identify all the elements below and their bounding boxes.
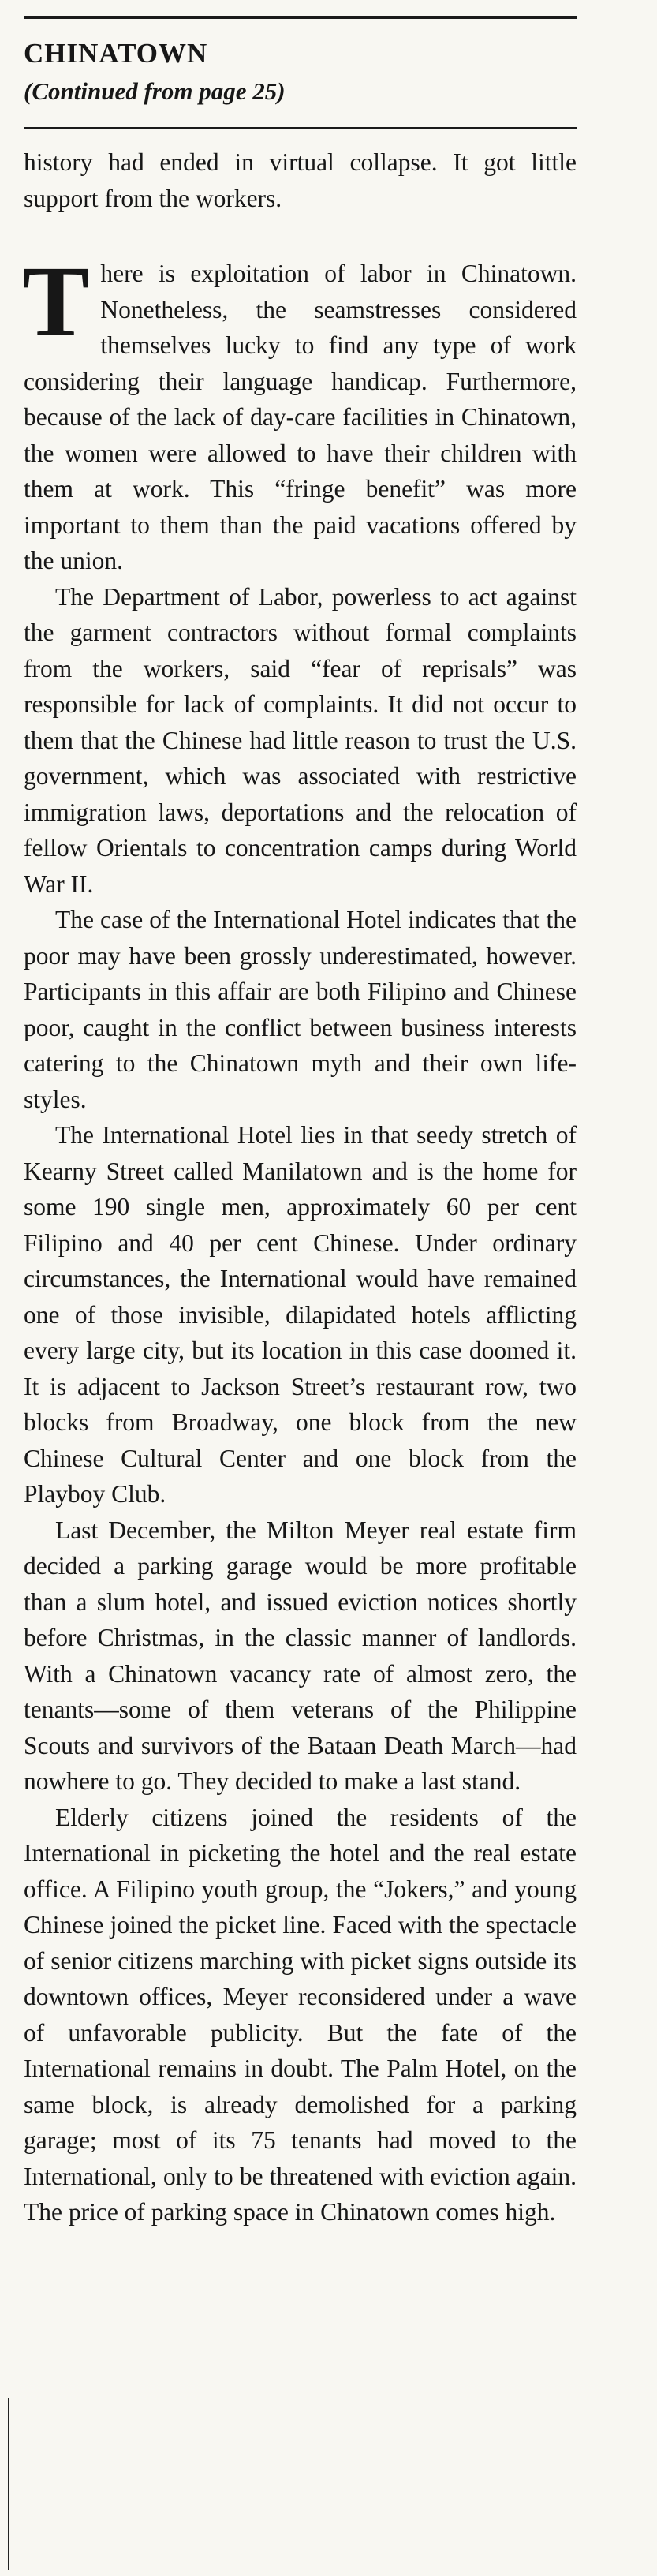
- paragraph-dropcap-text: here is exploitation of labor in Chinatown. Nonetheless, the seamstresses considered themselves lucky to find any type of work considering their language handicap. Furthermore, because of the lack of day-care facilities in Chinatown, the women were allowed to have their children with them at work. This “fringe benefit” was more important to them than the paid vacations offered by the union.: [24, 260, 577, 574]
- continued-from-note: (Continued from page 25): [24, 77, 286, 105]
- paragraph-department-of-labor: The Department of Labor, powerless to act against the garment contractors without formal complaints from the workers, said “fear of reprisals” was responsible for lack of complaints. It did not occur to them that the Chinese had little reason to trust the U.S. government, which was associated with restrictive immigration laws, deportations and the relocation of fellow Orientals to concentration camps during World War II.: [24, 582, 577, 898]
- margin-line: [8, 2398, 9, 2570]
- paragraph-dropcap: [22, 245, 577, 579]
- paragraph-continuation: history had ended in virtual collapse. It got little support from the workers.: [24, 148, 577, 212]
- article-column: [24, 144, 577, 2230]
- paragraph-hotel-location: The International Hotel lies in that seedy stretch of Kearny Street called Manilatown and is the home for some 190 single men, approximately 60 per cent Filipino and 40 per cent Chinese. Under ordinary circumstances, the International would have remained one of those invisible, dilapidated hotels afflicting every large city, but its location in this case doomed it. It is adjacent to Jackson Street’s restaurant row, two blocks from Broadway, one block from the new Chinese Cultural Center and one block from the Playboy Club.: [24, 1121, 577, 1508]
- drop-cap-letter: T: [22, 245, 90, 357]
- header-divider: [24, 127, 577, 129]
- paragraph-international-hotel-case: The case of the International Hotel indicates that the poor may have been grossly underestimated, however. Participants in this affair are both Filipino and Chinese poor, caught in the conflict between business interests catering to the Chinatown myth and their own life-styles.: [24, 906, 577, 1113]
- paragraph-eviction-notices: Last December, the Milton Meyer real estate firm decided a parking garage would be more profitable than a slum hotel, and issued eviction notices shortly before Christmas, in the classic manner of landlords. With a Chinatown vacancy rate of almost zero, the tenants—some of them veterans of the Philippine Scouts and survivors of the Bataan Death March—had nowhere to go. They decided to make a last stand.: [24, 1516, 577, 1795]
- paragraph-picketing: Elderly citizens joined the residents of the International in picketing the hotel and the real estate office. A Filipino youth group, the “Jokers,” and young Chinese joined the picket line. Faced with the spectacle of senior citizens marching with picket signs outside its downtown offices, Meyer reconsidered under a wave of unfavorable publicity. But the fate of the International remains in doubt. The Palm Hotel, on the same block, is already demolished for a parking garage; most of its 75 tenants had moved to the International, only to be threatened with eviction again. The price of parking space in Chinatown comes high.: [24, 1803, 577, 2226]
- top-rule: [24, 16, 577, 19]
- section-title: CHINATOWN: [24, 38, 208, 69]
